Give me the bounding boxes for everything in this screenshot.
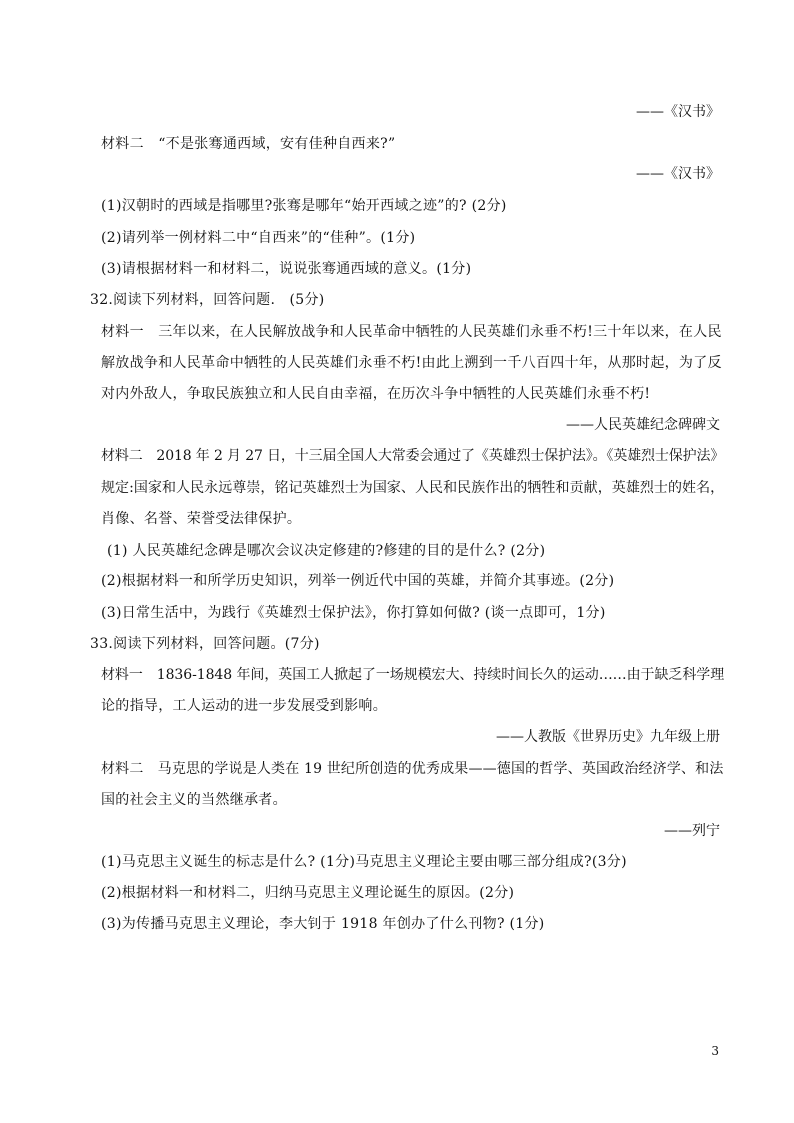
q31-sub-question-1: (1)汉朝时的西域是指哪里?张骞是哪年“始开西域之迹”的? (2分)	[101, 198, 507, 214]
q32-sub-question-1: (1) 人民英雄纪念碑是哪次会议决定修建的?修建的目的是什么? (2分)	[107, 543, 546, 559]
q32-material-2-line-2: 规定:国家和人民永远尊崇，铭记英雄烈士为国家、人民和民族作出的牺牲和贡献，英雄烈士的姓名，	[101, 480, 725, 496]
q32-material-2-line-3: 肖像、名誉、荣誉受法律保护。	[101, 511, 302, 527]
q33-material-2-line-1: 材料二 马克思的学说是人类在 19 世纪所创造的优秀成果——德国的哲学、英国政治经济学、和法	[101, 761, 724, 777]
q32-material-1-line-2: 解放战争和人民革命中牺牲的人民英雄们永垂不朽!由此上溯到一千八百四十年，从那时起，为了反	[101, 355, 722, 371]
q33-material-1-line-2: 论的指导，工人运动的进一步发展受到影响。	[101, 698, 387, 714]
q32-material-1-line-3: 对内外敌人，争取民族独立和人民自由幸福，在历次斗争中牺牲的人民英雄们永垂不朽!	[101, 386, 651, 402]
q31-sub-question-3: (3)请根据材料一和材料二，说说张骞通西域的意义。(1分)	[101, 261, 472, 277]
q33-heading: 33.阅读下列材料，回答问题。(7分)	[90, 636, 320, 652]
q32-sub-question-3: (3)日常生活中，为践行《英雄烈士保护法》，你打算如何做? (谈一点即可，1分)	[101, 605, 606, 621]
q32-heading: 32.阅读下列材料，回答问题. (5分)	[90, 292, 325, 308]
q33-sub-question-2: (2)根据材料一和材料二，归纳马克思主义理论诞生的原因。(2分)	[101, 885, 515, 901]
q33-material-1-line-1: 材料一 1836-1848 年间，英国工人掀起了一场规模宏大、持续时间长久的运动……由于缺乏科学理	[101, 667, 725, 683]
page-number: 3	[711, 1044, 719, 1058]
q32-material-1-line-1: 材料一 三年以来，在人民解放战争和人民革命中牺牲的人民英雄们永垂不朽!三十年以来，在人民	[101, 324, 722, 340]
q32-sub-question-2: (2)根据材料一和所学历史知识，列举一例近代中国的英雄，并简介其事迹。(2分)	[101, 573, 615, 589]
q31-source-1: ——《汉书》	[636, 104, 720, 120]
q31-sub-question-2: (2)请列举一例材料二中“自西来”的“佳种”。(1分)	[101, 230, 416, 246]
q32-source-1: ——人民英雄纪念碑碑文	[566, 417, 720, 433]
q31-source-2: ——《汉书》	[636, 166, 720, 182]
q33-sub-question-3: (3)为传播马克思主义理论，李大钊于 1918 年创办了什么刊物? (1分)	[101, 916, 545, 932]
q31-material-2: 材料二 “不是张骞通西域，安有佳种自西来?”	[101, 136, 396, 152]
q32-material-2-line-1: 材料二 2018 年 2 月 27 日，十三届全国人大常委会通过了《英雄烈士保护法》。《英雄烈士保护法》	[101, 448, 725, 464]
q33-sub-question-1: (1)马克思主义诞生的标志是什么? (1分)马克思主义理论主要由哪三部分组成?(3分)	[101, 854, 627, 870]
q33-source-2: ——列宁	[664, 823, 720, 839]
q33-source-1: ——人教版《世界历史》九年级上册	[496, 729, 720, 745]
q33-material-2-line-2: 国的社会主义的当然继承者。	[101, 792, 287, 808]
